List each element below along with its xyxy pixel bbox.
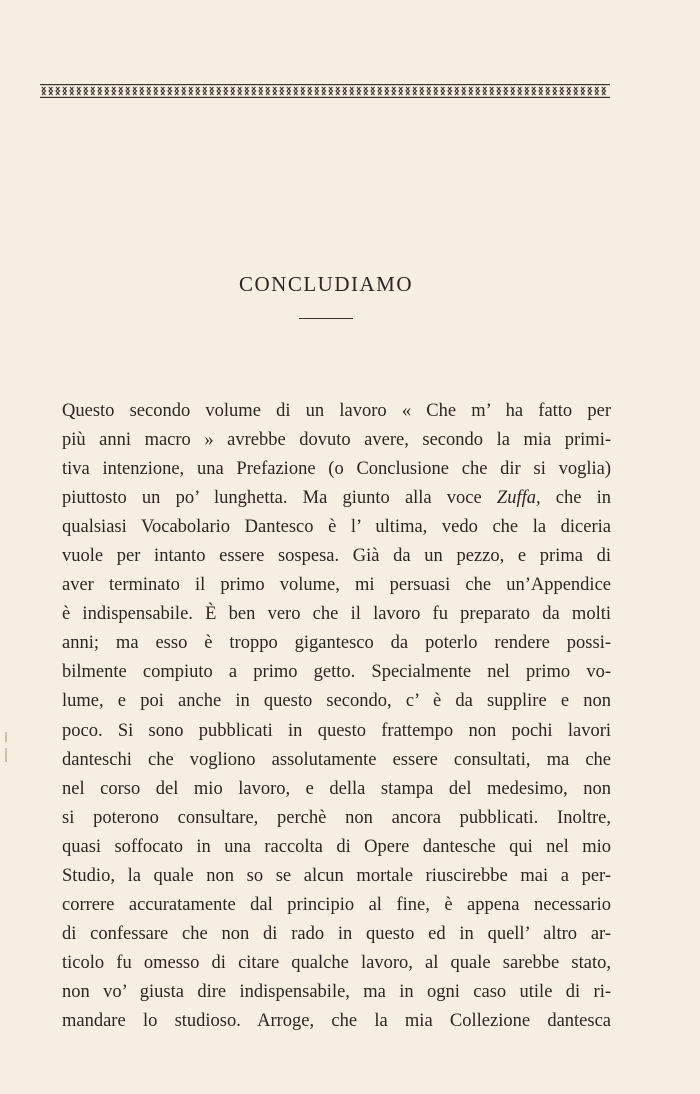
body-paragraph [62,397,611,1036]
margin-mark [5,732,7,742]
text-line [62,600,611,629]
text-line [62,629,611,658]
text-line [62,658,611,687]
text-segment: nel corso del mio lavoro, e della stampa del medesimo, non [62,778,611,799]
text-segment: quasi soffocato in una raccolta di Opere dantesche qui nel mio [62,836,611,857]
text-segment: mandare lo studioso. Arroge, che la mia Collezione dantesca [62,1010,611,1031]
text-segment: piuttosto un po’ lunghetta. Ma giunto alla voce [62,488,497,509]
text-segment: non vo’ giusta dire indispensabile, ma in ogni caso utile di ri- [62,981,611,1002]
text-line [62,397,611,426]
text-segment: vuole per intanto essere sospesa. Già da un pezzo, e prima di [62,546,611,567]
chapter-title: CONCLUDIAMO [239,272,413,296]
text-segment: si poterono consultare, perchè non ancora pubblicati. Inoltre, [62,807,611,828]
text-line [62,949,611,978]
text-line [62,920,611,949]
text-segment: ticolo fu omesso di citare qualche lavoro, al quale sarebbe stato, [62,952,611,973]
text-segment: correre accuratamente dal principio al fine, è appena necessario [62,894,611,915]
text-segment: è indispensabile. È ben vero che il lavoro fu preparato da molti [62,604,611,625]
text-line [62,571,611,600]
text-segment: più anni macro » avrebbe dovuto avere, secondo la mia primi- [62,430,611,451]
title-rule [299,318,353,319]
text-segment: Studio, la quale non so se alcun mortale riuscirebbe mai a per- [62,865,611,886]
text-line [62,513,611,542]
text-line [62,978,611,1007]
text-segment: danteschi che vogliono assolutamente essere consultati, ma che [62,749,611,770]
text-segment: Questo secondo volume di un lavoro « Che m’ ha fatto per [62,401,611,421]
text-line [62,484,611,513]
text-segment: bilmente compiuto a primo getto. Specialmente nel primo vo- [62,662,611,683]
text-line [62,891,611,920]
text-segment: poco. Si sono pubblicati in questo frattempo non pochi lavori [62,720,611,741]
text-line [62,687,611,716]
text-segment: tiva intenzione, una Prefazione (o Conclusione che dir si voglia) [62,459,611,480]
margin-mark [5,748,7,762]
text-line [62,455,611,484]
text-segment: di confessare che non di rado in questo ed in quell’ altro ar- [62,923,611,944]
text-line [62,426,611,455]
text-line [62,775,611,804]
header-ornament-band [40,84,610,98]
text-segment: qualsiasi Vocabolario Dantesco è l’ ultima, vedo che la diceria [62,517,611,538]
text-line [62,1007,611,1036]
text-line [62,862,611,891]
text-segment: anni; ma esso è troppo gigantesco da poterlo rendere possi- [62,633,611,654]
text-line [62,542,611,571]
text-line [62,717,611,746]
text-line [62,746,611,775]
text-segment: aver terminato il primo volume, mi persuasi che un’Appendice [62,575,611,596]
text-line [62,804,611,833]
text-segment: lume, e poi anche in questo secondo, c’ è da supplire e non [62,691,611,712]
text-segment: che in [540,488,611,509]
italic-word: Zuffa, [496,488,541,509]
text-line [62,833,611,862]
